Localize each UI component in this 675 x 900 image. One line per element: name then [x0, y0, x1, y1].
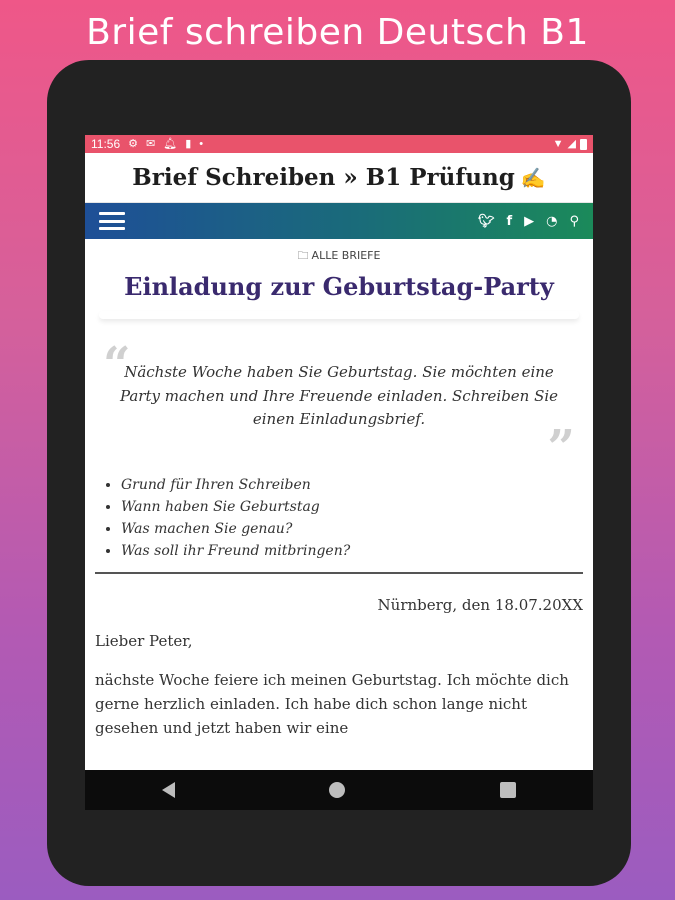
clipboard-icon: ▮ — [185, 137, 192, 150]
site-header — [85, 153, 593, 203]
divider — [95, 572, 583, 574]
list-item: • Was machen Sie genau? — [121, 518, 583, 540]
pen-hand-icon: ✍ — [520, 166, 546, 190]
gmail-icon: ✉ — [146, 137, 156, 150]
android-nav-bar — [85, 770, 593, 810]
battery-icon — [580, 139, 587, 150]
letter-body: nächste Woche feiere ich meinen Geburtstag. Ich möchte dich gerne herzlich einladen. Ich habe dich schon lange nicht gesehen und jetzt haben wir eine — [95, 670, 569, 737]
task-list — [95, 474, 583, 562]
article-title: Einladung zur Geburtstag-Party — [124, 272, 554, 301]
quote-open-icon: “ — [103, 337, 131, 393]
quote-close-icon: ” — [547, 419, 575, 476]
device-screen — [85, 135, 593, 810]
menu-icon[interactable] — [99, 212, 125, 230]
status-time: 11:56 — [91, 137, 121, 151]
title-divider — [99, 311, 579, 319]
youtube-icon[interactable]: ▶ — [524, 213, 535, 229]
list-item: • Wann haben Sie Geburtstag — [121, 496, 583, 518]
folder-icon: 🗀 — [297, 249, 309, 262]
site-title[interactable] — [132, 164, 545, 191]
list-item: • Grund für Ihren Schreiben — [121, 474, 583, 496]
site-title-text: Brief Schreiben » B1 Prüfung — [132, 164, 515, 191]
recents-icon[interactable] — [500, 782, 516, 798]
search-icon[interactable]: ⚲ — [569, 213, 579, 229]
category-label: ALLE BRIEFE — [311, 249, 381, 262]
nav-bar — [85, 203, 593, 239]
home-icon[interactable] — [329, 782, 345, 798]
signal-icon: ◢ — [567, 137, 576, 150]
wifi-icon: ▼ — [552, 137, 564, 150]
task-quote — [95, 337, 583, 476]
promo-title: Brief schreiben Deutsch B1 — [86, 12, 589, 53]
twitter-icon[interactable]: 🐦︎ — [477, 213, 495, 229]
quote-text: Nächste Woche haben Sie Geburtstag. Sie möchten eine Party machen und Ihre Freuende einladen. Schreiben Sie einen Einladungsbrief. — [119, 363, 559, 428]
gear-icon: ⚙ — [128, 137, 139, 150]
status-bar — [85, 135, 593, 153]
category-link[interactable] — [95, 247, 583, 266]
article-content — [85, 247, 593, 740]
back-icon[interactable] — [162, 782, 175, 798]
letter-date: Nürnberg, den 18.07.20XX — [377, 595, 583, 614]
dot-icon: • — [199, 137, 204, 150]
letter-salutation: Lieber Peter, — [95, 631, 193, 650]
rss-icon[interactable]: ◔ — [546, 213, 558, 229]
facebook-icon[interactable]: f — [506, 213, 513, 229]
bell-icon: 🔔︎ — [163, 137, 178, 150]
list-item: • Was soll ihr Freund mitbringen? — [121, 540, 583, 562]
